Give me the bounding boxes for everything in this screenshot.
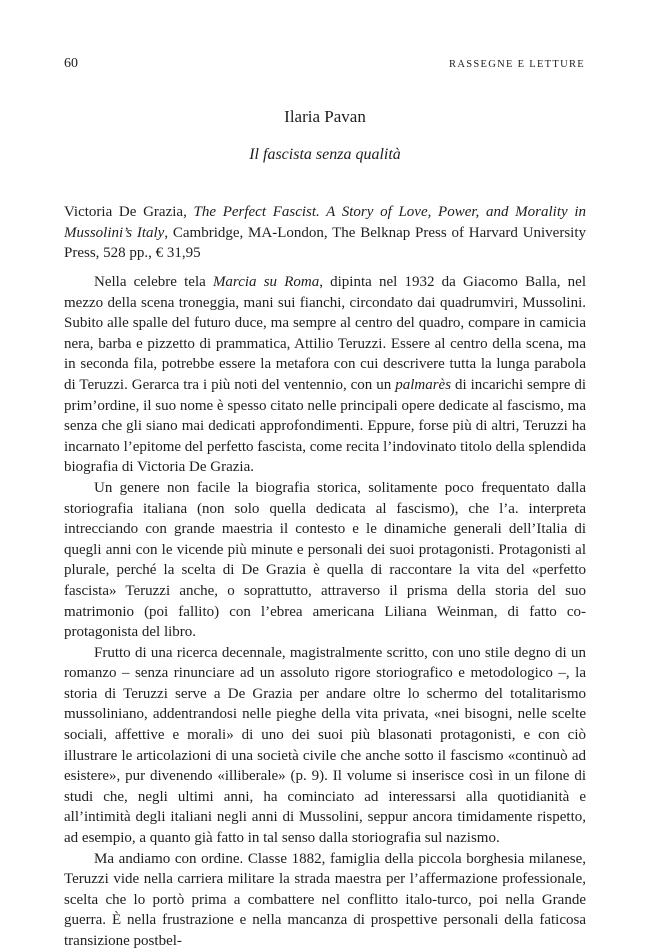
article-title: Il fascista senza qualità	[249, 146, 401, 163]
citation-authors: Victoria De Grazia,	[64, 204, 194, 220]
book-citation	[64, 202, 586, 264]
paragraph-1	[64, 272, 586, 478]
citation-book-title: The Perfect Fascist. A Story of Love, Power, and Morality in Mussolini’s Italy	[64, 204, 586, 241]
paragraph-1-text-c: di incarichi sempre di prim’ordine, il suo nome è spesso citato nelle principali opere dedicate al fascismo, ma senza che gli siano mai dedicati approfondimenti. Eppure, forse più di altri, Teruzzi ha incarnato l’epitome del perfetto fascista, come recita l’indovinato titolo della splendida biografia di Victoria De Grazia.	[64, 376, 586, 476]
section-title: RASSEGNE E LETTURE	[449, 59, 585, 70]
palmares-term: palmarès	[395, 376, 452, 393]
citation-publication: , Cambridge, MA-London, The Belknap Press of Harvard University Press, 528 pp., € 31,95	[64, 224, 586, 262]
paragraph-4: Ma andiamo con ordine. Classe 1882, famiglia della piccola borghesia milanese, Teruzzi vide nella carriera militare la strada maestra per l’affermazione professionale, scelta che lo portò prima a combattere nel conflitto italo-turco, poi nella Grande guerra. È nella frustrazione e nella mancanza di prospettive personali della faticosa transizione postbel-	[64, 850, 586, 949]
running-head	[64, 56, 585, 72]
article-author: Ilaria Pavan	[284, 107, 366, 126]
article-body	[64, 272, 586, 952]
paragraph-1-text-b: , dipinta nel 1932 da Giacomo Balla, nel mezzo della scena troneggia, mani sui fianchi, circondato dai quadrumviri, Mussolini. Subito alle spalle del futuro duce, ma sempre al centro del quadro, compare in camicia nera, barba e pizzetto di prammatica, Attilio Teruzzi. Essere al centro della scena, ma in seconda fila, potrebbe essere la metafora con cui descrivere tutta la lunga parabola di Teruzzi. Gerarca tra i più noti del ventennio, con un	[64, 274, 587, 393]
paragraph-3: Frutto di una ricerca decennale, magistralmente scritto, con uno stile degno di un romanzo – senza rinunciare ad un assoluto rigore storiografico e metodologico –, la storia di Teruzzi serve a De Grazia per andare oltre lo schermo del totalitarismo mussoliniano, addentrandosi nelle pieghe della vita privata, «nei bisogni, nelle scelte sociali, affettive e morali» di uno dei suoi più blasonati protagonisti, e con ciò illustrare le articolazioni di una società civile che anche sotto il fascismo «continuò ad esistere», pur divenendo «illiberale» (p. 9). Il volume si inserisce così in un filone di studi che, negli ultimi anni, ha cominciato ad interessarsi alla quotidianità e all’intimità degli italiani negli anni di Mussolini, seppur ancora timidamente rispetto, ad esempio, a quanto già fatto in tal senso dalla storiografia sul nazismo.	[64, 644, 586, 847]
paragraph-2: Un genere non facile la biografia storica, solitamente poco frequentato dalla storiografia italiana (non solo quella dedicata al fascismo), che l’a. interpreta intrecciando con grande maestria il contesto e le dinamiche generali dell’Italia di quegli anni con le vicende più minute e personali dei suoi protagonisti. Protagonisti al plurale, perché la scelta di De Grazia è quella di raccontare la vita del «perfetto fascista» Teruzzi anche, o soprattutto, attraverso il prisma della storia del suo matrimonio (poi fallito) con l’ebrea americana Liliana Weinman, di fatto co-protagonista del libro.	[64, 479, 586, 641]
paragraph-1-text-a: Nella celebre tela	[94, 274, 213, 290]
page-number: 60	[64, 56, 78, 71]
painting-title: Marcia su Roma	[212, 274, 320, 290]
